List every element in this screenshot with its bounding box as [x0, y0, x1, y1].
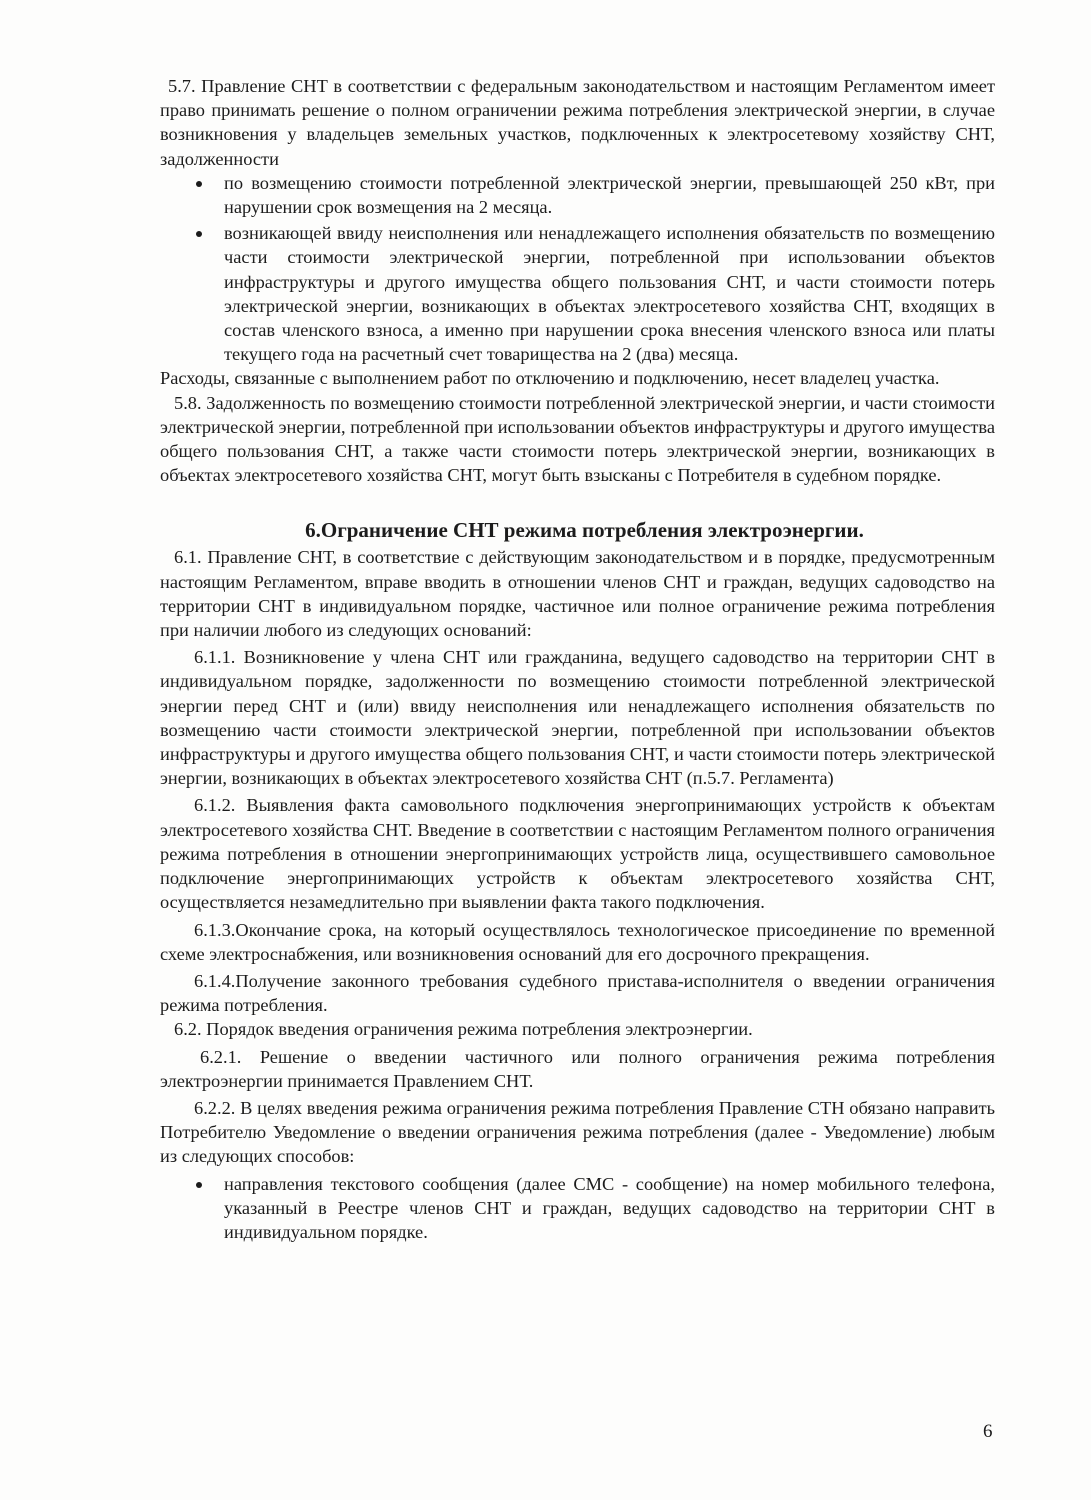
bullet-item: [160, 1172, 995, 1245]
section-6-heading: 6.Ограничение СНТ режима потребления электроэнергии.: [305, 518, 864, 543]
paragraph-5-8: 5.8. Задолженность по возмещению стоимости потребленной электрической энергии, и части стоимости электрической энергии, потребленной при использовании объектов инфраструктуры и другого имущества общего пользования СНТ, а также части стоимости потерь электрической энергии, возникающих в объектах электросетевого хозяйства СНТ, могут быть взысканы с Потребителя в судебном порядке.: [160, 392, 995, 486]
bullet-item: [160, 221, 995, 366]
bullet-list-5-7: [160, 171, 995, 367]
paragraph-expenses: Расходы, связанные с выполнением работ по отключению и подключению, несет владелец участка.: [160, 368, 940, 389]
paragraph-6-2: 6.2. Порядок введения ограничения режима потребления электроэнергии.: [174, 1019, 753, 1040]
bullet-dot-icon: [196, 1182, 202, 1188]
bullet-text: возникающей ввиду неисполнения или ненадлежащего исполнения обязательств по возмещению части стоимости электрической энергии, потребленной при использовании объектов инфраструктуры и другого имущества общего пользования СНТ, и части стоимости потерь электрической энергии, возникающих в объектах электросетевого хозяйства СНТ, входящих в состав членского взноса, а именно при нарушении срока внесения членского взноса или платы текущего года на расчетный счет товарищества на 2 (два) месяца.: [224, 223, 995, 365]
bullet-text: по возмещению стоимости потребленной электрической энергии, превышающей 250 кВт, при нарушении срок возмещения на 2 месяца.: [224, 172, 995, 218]
paragraph-6-2-2: 6.2.2. В целях введения режима ограничения режима потребления Правление СТН обязано направить Потребителю Уведомление о введении ограничения режима потребления (далее - Уведомление) любым из следующих способов:: [160, 1097, 995, 1167]
paragraph-6-2-1: 6.2.1. Решение о введении частичного или полного ограничения режима потребления электроэнергии принимается Правлением СНТ.: [160, 1046, 995, 1091]
bullet-dot-icon: [196, 181, 202, 187]
bullet-dot-icon: [196, 231, 202, 237]
paragraph-5-7: 5.7. Правление СНТ в соответствии с федеральным законодательством и настоящим Регламентом имеет право принимать решение о полном ограничении режима потребления электрической энергии, в случае возникновения у владельцев земельных участков, подключенных к электросетевому хозяйству СНТ, задолженности: [160, 76, 995, 169]
paragraph-6-1: 6.1. Правление СНТ, в соответствие с действующим законодательством и в порядке, предусмотренным настоящим Регламентом, вправе вводить в отношении членов СНТ и граждан, ведущих садоводство на территории СНТ в индивидуальном порядке, частичное или полное ограничение режима потребления при наличии любого из следующих оснований:: [160, 547, 995, 641]
bullet-text: направления текстового сообщения (далее СМС - сообщение) на номер мобильного телефона, указанный в Реестре членов СНТ и граждан, ведущих садоводство на территории СНТ в индивидуальном порядке.: [224, 1173, 995, 1242]
paragraph-6-1-1: 6.1.1. Возникновение у члена СНТ или гражданина, ведущего садоводство на территории СНТ в индивидуальном порядке, задолженности по возмещению стоимости потребленной электрической энергии перед СНТ и (или) ввиду неисполнения или ненадлежащего исполнения обязательств по возмещению части стоимости электрической энергии, потребленной при использовании объектов инфраструктуры и другого имущества общего пользования СНТ, и части стоимости потерь электрической энергии, возникающих в объектах электросетевого хозяйства СНТ (п.5.7. Регламента): [160, 647, 995, 789]
paragraph-6-1-2: 6.1.2. Выявления факта самовольного подключения энергопринимающих устройств к объектам электросетевого хозяйства СНТ. Введение в соответствии с настоящим Регламентом полного ограничения режима потребления в отношении энергопринимающих устройств лица, осуществившего самовольное подключение энергопринимающих устройств к объектам электросетевого хозяйства СНТ, осуществляется незамедлительно при выявлении факта такого подключения.: [160, 795, 995, 913]
paragraph-6-1-4: 6.1.4.Получение законного требования судебного пристава-исполнителя о введении ограничения режима потребления.: [160, 970, 995, 1016]
paragraph-6-1-3: 6.1.3.Окончание срока, на который осуществлялось технологическое присоединение по временной схеме электроснабжения, или возникновения оснований для его досрочного прекращения.: [160, 919, 995, 964]
page-number: 6: [983, 1421, 993, 1442]
bullet-list-6-2-2: [160, 1172, 995, 1245]
bullet-item: [160, 171, 995, 219]
